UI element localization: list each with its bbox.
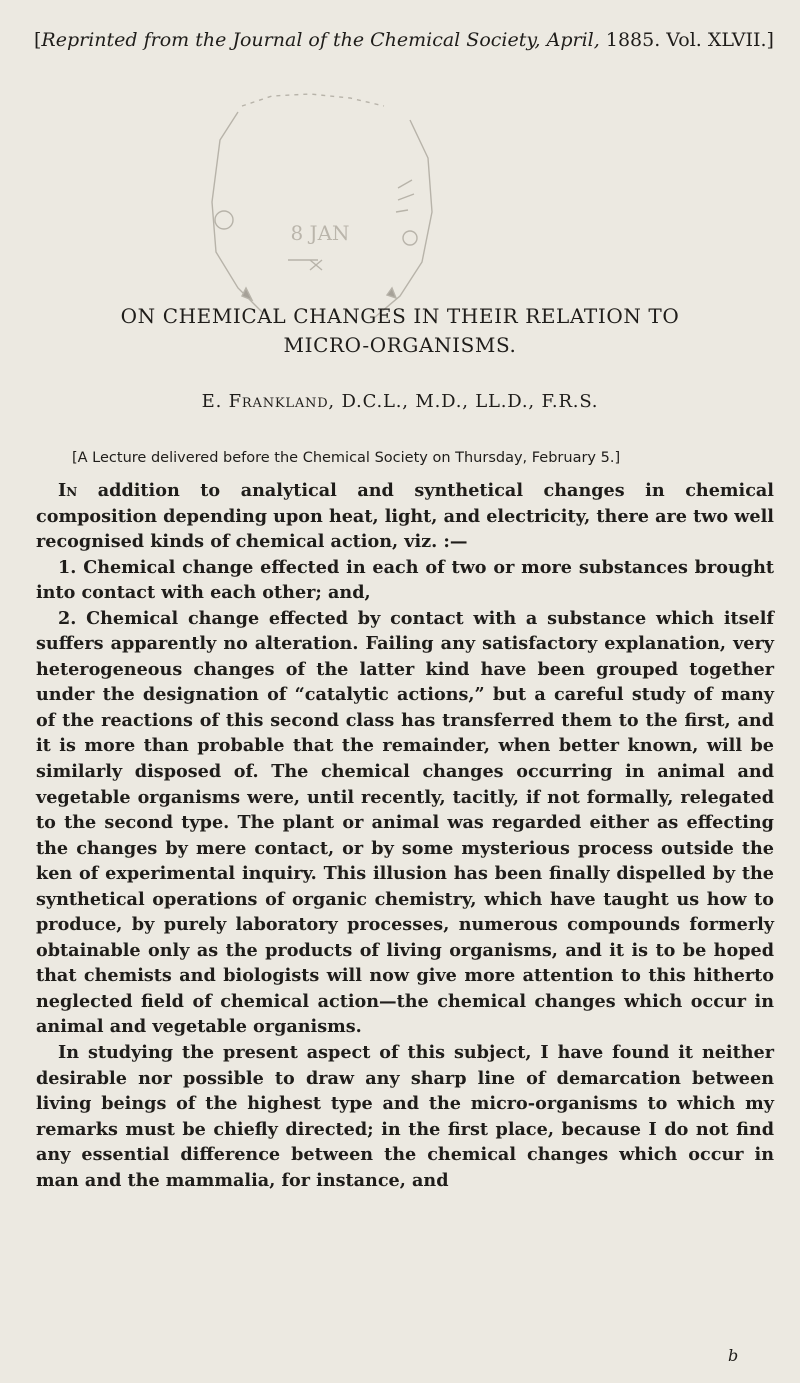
reprint-header xyxy=(34,28,774,52)
library-stamp-icon xyxy=(160,92,470,332)
author-name: Frankland xyxy=(228,391,329,412)
article-title-line-1: ON CHEMICAL CHANGES IN THEIR RELATION TO xyxy=(120,304,680,328)
author-degrees: , D.C.L., M.D., LL.D., F.R.S. xyxy=(328,391,599,412)
paragraph-2: 1. Chemical change effected in each of two or more substances brought into contact with each other; and, xyxy=(36,556,774,604)
author-initial: E. xyxy=(201,391,229,412)
paragraph-4: In studying the present aspect of this subject, I have found it neither desirable nor possible to draw any sharp line of demarcation between living beings of the highest type and the micro-organisms to which my remarks must be chiefly directed; in the first place, because I do not find any essential difference between the chemical changes which occur in man and the mammalia, for instance, and xyxy=(36,1042,774,1191)
lecture-note: [A Lecture delivered before the Chemical Society on Thursday, February 5.] xyxy=(72,450,621,466)
paragraph-3: 2. Chemical change effected by contact with a substance which itself suffers apparently no alteration. Failing any satisfactory explanation, very heterogeneous changes of the latter kind have been grouped together under the designation of “catalytic actions,” but a careful study of many of the reactions of this second class has transferred them to the first, and it is more than probable that the remainder, when better known, will be similarly disposed of. The chemical changes occurring in animal and vegetable organisms were, until recently, tacitly, if not formally, relegated to the second type. The plant or animal was regarded either as effecting the changes by mere contact, or by some mysterious process outside the ken of experimental inquiry. This illusion has been finally dispelled by the synthetical operations of organic chemistry, which have taught us how to produce, by purely laboratory processes, numerous compounds formerly obtainable only as the products of living organisms, and it is to be hoped that chemists and biologists will now give more attention to this hitherto neglected field of chemical action—the chemical changes which occur in animal and vegetable organisms. xyxy=(36,607,774,1038)
reprint-bracket-close: ] xyxy=(766,29,774,51)
stamp-date-text: 8 JAN xyxy=(290,221,350,245)
paragraph-1-text: addition to analytical and synthetical changes in chemical composition depending upon heat, light, and electricity, there are two well recognised kinds of chemical action, viz. :— xyxy=(36,480,774,553)
reprint-source: Reprinted from the Journal of the Chemical Society, April, xyxy=(41,29,600,51)
paragraph-1 xyxy=(36,478,774,555)
paragraph-1-lead: In xyxy=(58,480,78,501)
reprint-bracket-open: [ xyxy=(34,29,42,51)
article-title xyxy=(0,302,800,360)
article-title-line-2: MICRO-ORGANISMS. xyxy=(283,333,517,357)
signature-mark: b xyxy=(728,1346,739,1365)
author-line xyxy=(0,391,800,412)
article-body xyxy=(36,478,774,1193)
reprint-volume: 1885. Vol. XLVII. xyxy=(605,29,767,51)
